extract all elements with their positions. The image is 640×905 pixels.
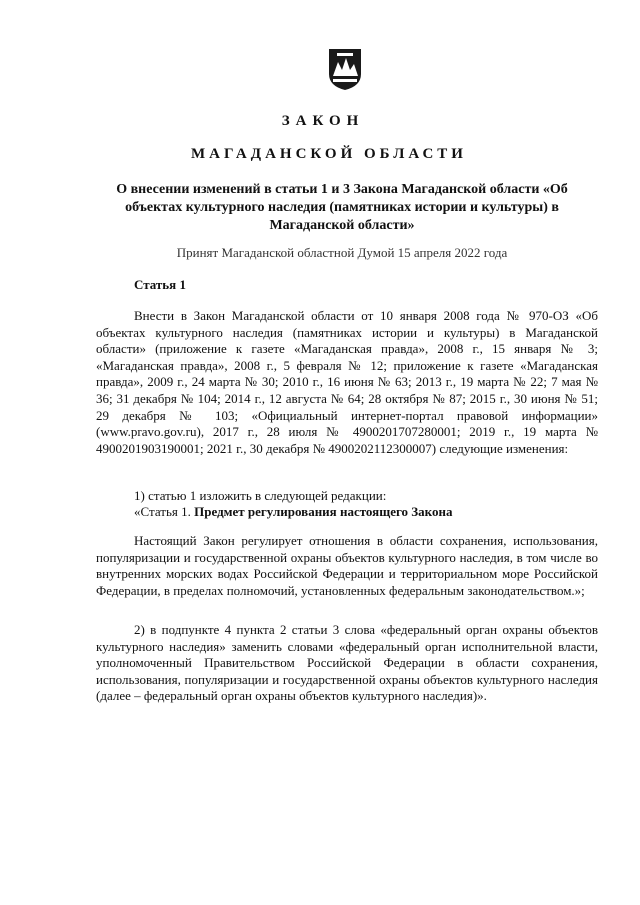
item-1-paragraph: 1) статью 1 изложить в следующей редакции: (134, 488, 387, 503)
article-heading: Статья 1 (134, 277, 186, 292)
article-intro-paragraph: Внести в Закон Магаданской области от 10 января 2008 года № 970-ОЗ «Об объектах культурного наследия (памятниках истории и культуры) в Магаданской области» (приложение к газете «Магаданская правда», 2008 г., 15 января № 3; «Магаданская правда», 2008 г., 5 февраля № 12; приложение к газете «Магаданская правда», 2009 г., 24 марта № 30; 2010 г., 16 июня № 63; 2013 г., 19 марта № 22; 7 мая № 36; 31 декабря № 104; 2014 г., 12 августа № 64; 28 октября № 87; 2015 г., 30 июня № 51; 29 декабря № 103; «Официальный интернет-портал правовой информации» (www.pravo.gov.ru), 2017 г., 28 июля № 4900201707280001; 2019 г., 19 марта № 4900201903190001; 2021 г., 30 декабря № 4900202112300007) следующие изменения: (96, 308, 598, 456)
item-2-paragraph: 2) в подпункте 4 пункта 2 статьи 3 слова «федеральный орган охраны объектов культурного наследия» заменить словами «федеральный орган исполнительной власти, уполномоченный Правительством Российской Федерации в области сохранения, использования, популяризации и государственной охраны объектов культурного наследия (далее – федеральный орган охраны объектов культурного наследия)». (96, 622, 598, 704)
coat-of-arms-icon (328, 48, 362, 91)
quote-bold-title: Предмет регулирования настоящего Закона (194, 504, 453, 519)
document-region: МАГАДАНСКОЙ ОБЛАСТИ (191, 146, 467, 162)
item-1-text-paragraph: Настоящий Закон регулирует отношения в области сохранения, использования, популяризации и государственной охраны объектов культурного наследия, в том числе во внутренних морских водах Российской Федерации и территориальном море Российской Федерации, в пределах полномочий, установленных федеральным законодательством.»; (96, 533, 598, 598)
document-title: ЗАКОН (281, 113, 365, 129)
quote-prefix: «Статья 1. (134, 504, 195, 519)
document-subject: О внесении изменений в статьи 1 и 3 Закона Магаданской области «Об объектах культурного наследия (памятниках истории и культуры) в Магаданской области» (116, 182, 568, 233)
adoption-line: Принят Магаданской областной Думой 15 апреля 2022 года (176, 245, 508, 260)
item-1-quote-heading (134, 504, 594, 521)
